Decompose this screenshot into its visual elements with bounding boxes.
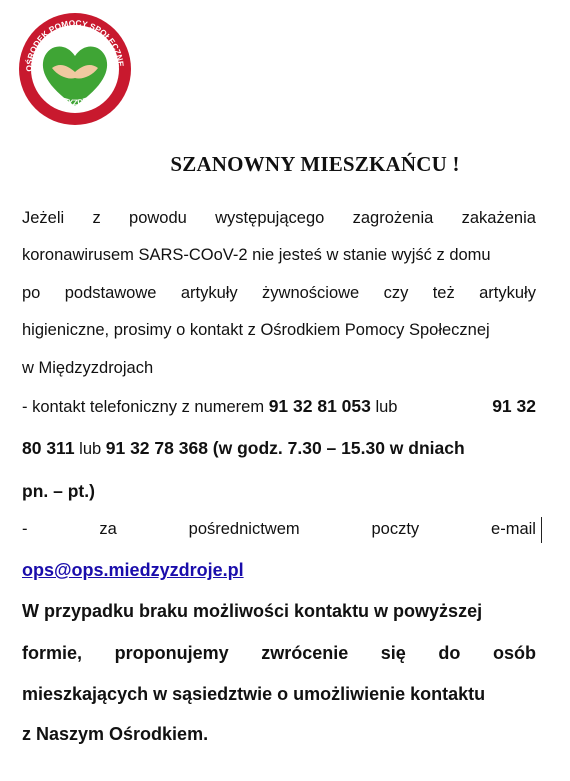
ops-logo: [16, 10, 134, 128]
phone-number-3: 91 32 78 368 (w godz. 7.30 – 15.30 w dniach: [105, 438, 465, 458]
paragraph1-line4: higieniczne, prosimy o kontakt z Ośrodkiem Pomocy Społecznej: [22, 321, 490, 339]
closing-line1: W przypadku braku możliwości kontaktu w powyższej: [22, 601, 483, 621]
paragraph1-line2: koronawirusem SARS-COoV-2 nie jesteś w stanie wyjść z domu: [22, 246, 491, 264]
word: występującego: [215, 209, 325, 227]
paragraph1-line5: w Międzyzdrojach: [22, 359, 154, 377]
logo-text-top: OŚRODEK POMOCY SPOŁECZNE: [23, 17, 126, 72]
word: zakażenia: [461, 209, 536, 227]
phone-prefix: [22, 396, 397, 417]
closing-line2: [22, 643, 536, 664]
closing-line4: z Naszym Ośrodkiem.: [22, 724, 209, 744]
phone-number-2a: 91 32: [492, 396, 536, 416]
paragraph1-line1: [22, 209, 536, 228]
word: powodu: [129, 209, 187, 227]
word: pośrednictwem: [188, 520, 300, 538]
word: poczty: [371, 520, 420, 538]
word: się: [380, 643, 406, 663]
word: artykuły: [180, 284, 238, 302]
page-title: SZANOWNY MIESZKAŃCU !: [170, 152, 460, 176]
word: podstawowe: [64, 284, 157, 302]
word: do: [438, 643, 461, 663]
phone-number-1: 91 32 81 053: [268, 396, 371, 416]
phone-days: pn. – pt.): [22, 481, 95, 501]
word: za: [99, 520, 117, 538]
word: żywnościowe: [262, 284, 360, 302]
word: zwrócenie: [261, 643, 349, 663]
phone-prefix-text: - kontakt telefoniczny z numerem: [22, 398, 269, 416]
word: artykuły: [479, 284, 536, 302]
logo-text-bottom: W MIĘDZYZDROJACH: [38, 78, 112, 108]
phone-or: lub: [370, 398, 398, 416]
word: osób: [492, 643, 536, 663]
phone-or: lub: [74, 440, 106, 458]
word: z: [92, 209, 101, 227]
text-cursor: [541, 517, 542, 543]
email-link[interactable]: ops@ops.miedzyzdroje.pl: [22, 560, 244, 580]
word: -: [22, 520, 28, 538]
word: też: [432, 284, 455, 302]
word: proponujemy: [114, 643, 229, 663]
paragraph1-line3: [22, 284, 536, 303]
word: czy: [383, 284, 409, 302]
phone-line2: [22, 438, 536, 459]
phone-line1: [22, 396, 536, 417]
closing-line3: mieszkających w sąsiedztwie o umożliwienie kontaktu: [22, 684, 486, 704]
word: zagrożenia: [352, 209, 434, 227]
phone-line3: [22, 481, 536, 502]
word: po: [22, 284, 41, 302]
ops-logo-image: [16, 10, 134, 128]
word: e-mail: [491, 520, 536, 538]
email-line: [22, 520, 536, 539]
word: Jeżeli: [22, 209, 65, 227]
phone-number-2b: 80 311: [22, 438, 75, 458]
word: formie,: [22, 643, 83, 663]
email-address-line: [22, 560, 536, 581]
